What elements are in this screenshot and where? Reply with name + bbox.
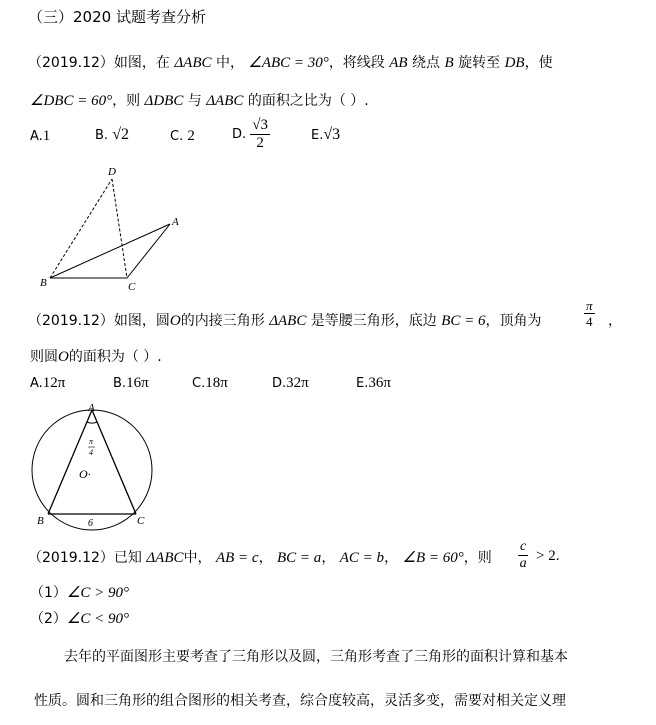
q1-label-b: B xyxy=(40,277,47,289)
q2-label-c: C xyxy=(137,515,145,527)
q1-label-c: C xyxy=(128,281,136,292)
q2-label-4: 4 xyxy=(89,448,93,457)
q1-then: ，则 xyxy=(112,93,141,109)
q2-label-6: 6 xyxy=(88,518,93,529)
q2-line1 xyxy=(28,310,542,330)
q1-ratio-text: 的面积之比为（ ）. xyxy=(247,93,369,109)
analysis-line2: 性质。圆和三角形的组合图形的相关考查，综合度较高，灵活多变，需要对相关定义理 xyxy=(34,693,566,709)
q1-angle-dbc: ∠DBC = 60° xyxy=(30,93,113,109)
q3-fraction: $\frac{c}{a}$ xyxy=(519,539,527,571)
q2-apex-fraction: $\frac{\pi}{4}$ xyxy=(586,298,593,329)
q2-label-pi: π xyxy=(89,437,94,446)
q1-prefix: （2019.12）如图，在 xyxy=(28,55,170,71)
q3-ac: AC = b xyxy=(339,550,385,566)
q1-seg-db: DB xyxy=(504,55,525,71)
q1-line2 xyxy=(30,90,369,110)
q2-inscribed: 的内接三角形 xyxy=(180,313,265,329)
q3-in: 中， xyxy=(183,550,212,566)
analysis-line1: 去年的平面图形主要考查了三角形以及圆，三角形考查了三角形的面积计算和基本 xyxy=(64,649,568,665)
q1-triangle-figure xyxy=(35,162,195,292)
q2-apex: ，顶角为 xyxy=(485,313,542,329)
q1-in: 中， xyxy=(215,55,244,71)
q2-option-d: D.32π xyxy=(272,375,309,391)
q2-label-o: O· xyxy=(79,467,91,481)
q2-option-c: C.18π xyxy=(192,375,228,391)
q1-label-a: A xyxy=(172,216,179,228)
q1-angle-abc: ∠ABC = 30° xyxy=(248,55,329,71)
q3-condition-1: （1）∠C > 90° xyxy=(30,585,129,601)
q2-label-a: A xyxy=(88,402,95,414)
q1-tri-abc: ΔABC xyxy=(174,55,212,71)
q2-comma: ， xyxy=(608,313,622,329)
q2-label-b: B xyxy=(37,515,44,527)
q3-condition-2: （2）∠C < 90° xyxy=(30,611,129,627)
q1-seg-ab: AB xyxy=(389,55,408,71)
q1-tri-dbc: ΔDBC xyxy=(144,93,184,109)
q1-around: 绕点 xyxy=(412,55,441,71)
section-title: （三）2020 试题考查分析 xyxy=(28,8,206,26)
q2-circle-figure xyxy=(28,400,158,532)
q1-option-c: C. 2 xyxy=(170,128,195,144)
q1-with: 与 xyxy=(187,93,202,109)
q2-option-b: B.16π xyxy=(113,375,149,391)
q3-bc: BC = a xyxy=(277,550,322,566)
q3-gt: > 2. xyxy=(536,548,560,564)
q2-prefix: （2019.12）如图，圆 xyxy=(28,313,170,329)
q2-tri-abc: ΔABC xyxy=(269,313,307,329)
q1-option-b: B. √2 xyxy=(95,126,129,143)
q3-angle-b: ∠B = 60° xyxy=(402,550,464,566)
q2-circle-o: O xyxy=(169,313,181,329)
q3-line1: （2019.12）已知 ΔABC中， AB = c， BC = a， AC = b， ∠B = 60°，则 xyxy=(28,550,492,566)
q1-label-d: D xyxy=(108,166,116,178)
q1-pt-b: B xyxy=(444,55,454,71)
q1-rotate-text: ，将线段 xyxy=(328,55,385,71)
q2-area-text: 的面积为（ ）. xyxy=(68,349,162,365)
q2-line2 xyxy=(30,346,162,366)
q1-line1 xyxy=(28,52,553,72)
q1-option-a: A.1 xyxy=(30,128,51,144)
q1-rotate-to: 旋转至 xyxy=(458,55,501,71)
q3-tri-abc: ΔABC xyxy=(146,550,184,566)
q2-circle-o2: O xyxy=(58,349,69,365)
q2-option-e: E.36π xyxy=(356,375,391,391)
q2-option-a: A.12π xyxy=(30,375,66,391)
q3-ab: AB = c xyxy=(215,550,259,566)
q2-line2-prefix: 则圆 xyxy=(30,349,58,365)
q3-prefix: （2019.12）已知 xyxy=(28,550,142,566)
q2-isosceles: 是等腰三角形，底边 xyxy=(310,313,437,329)
q1-make: ，使 xyxy=(524,55,553,71)
q1-option-e: E.√3 xyxy=(311,126,341,143)
q2-bc-eq: BC = 6 xyxy=(441,313,486,329)
q1-tri-abc2: ΔABC xyxy=(206,93,244,109)
q1-option-d: D. $\frac{√3}{2}$ xyxy=(232,117,269,151)
q3-then: ，则 xyxy=(463,550,492,566)
